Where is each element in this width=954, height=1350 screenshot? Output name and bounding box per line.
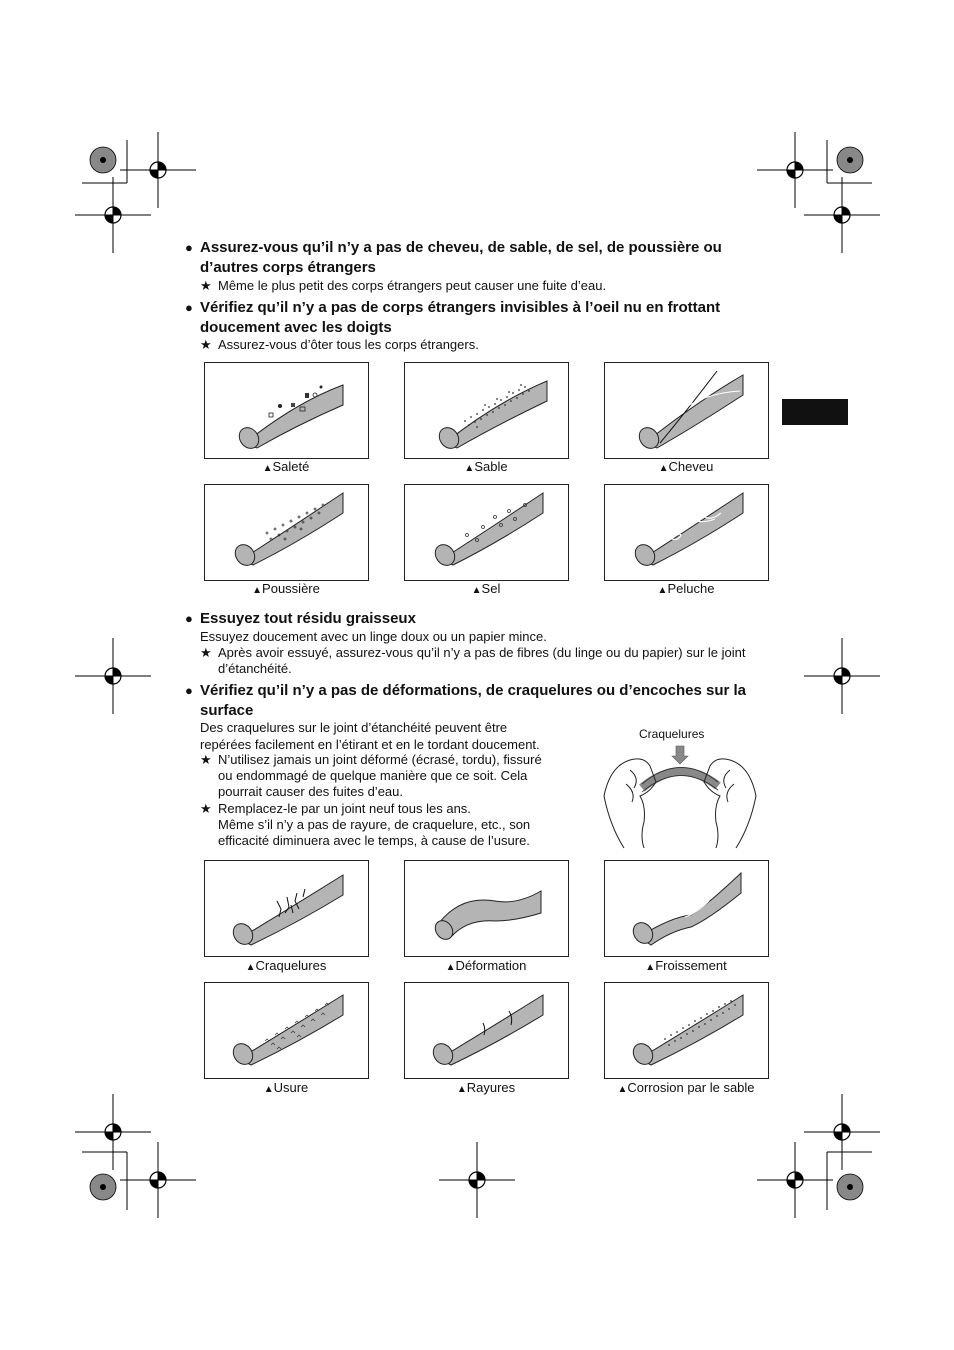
bullet-icon: ● [185,300,193,315]
deformation-text-line2: repérées facilement en l’étirant et en le tordant doucement. [200,737,540,752]
seal-scratches-illustration [405,983,568,1078]
seal-sand-corrosion-illustration [605,983,768,1078]
deformation-text-line1: Des craquelures sur le joint d’étanchéité peuvent être [200,720,508,735]
seal-lint-illustration [605,485,768,580]
panel-froissement [604,860,769,957]
bullet-icon: ● [185,240,193,255]
panel-sable [404,362,569,459]
seal-dirt-illustration [205,363,368,458]
caption-sel: ▲Sel [471,581,501,596]
caption-craquelures: ▲Craquelures [245,958,327,973]
caption-deformation: ▲Déformation [445,958,527,973]
section-heading-grease: ● Essuyez tout résidu graisseux [185,610,416,627]
panel-sel [404,484,569,581]
bullet-icon: ● [185,611,193,626]
bullet-icon: ● [185,683,193,698]
panel-poussiere [204,484,369,581]
seal-hair-illustration [605,363,768,458]
seal-cracks-illustration [205,861,368,956]
star-icon: ★ [200,278,212,293]
caption-cheveu: ▲Cheveu [658,459,714,474]
caption-rayures: ▲Rayures [456,1080,516,1095]
cracks-figure-label: Craquelures [639,727,705,741]
star-icon: ★ [200,801,212,816]
panel-cheveu [604,362,769,459]
star-icon: ★ [200,752,212,767]
note-leak-warning: ★ Même le plus petit des corps étrangers peut causer une fuite d’eau. [200,278,607,293]
seal-dust-illustration [205,485,368,580]
seal-crushed-illustration [605,861,768,956]
panel-rayures [404,982,569,1079]
seal-salt-illustration [405,485,568,580]
star-icon: ★ [200,645,212,660]
section-heading-foreign-bodies: ● Assurez-vous qu’il n’y a pas de cheveu, de sable, de sel, de poussière ou d’autres corps étrangers [185,239,722,276]
section-heading-invisible-bodies: ● Vérifiez qu’il n’y a pas de corps étrangers invisibles à l’oeil nu en frottant doucement avec les doigts [185,299,721,336]
note-remove-bodies: ★ Assurez-vous d’ôter tous les corps étrangers. [200,337,479,352]
note-never-use-deformed: ★ N’utilisez jamais un joint déformé (écrasé, tordu), fissuré ou endommagé de quelque manière que ce soit. Cela pourrait causer des fuites d’eau. [200,752,542,799]
section-heading-deformations: ● Vérifiez qu’il n’y a pas de déformations, de craquelures ou d’encoches sur la surface [185,682,746,719]
panel-peluche [604,484,769,581]
panel-salete [204,362,369,459]
grease-instructions: Essuyez doucement avec un linge doux ou un papier mince. [200,629,547,644]
panel-craquelures [204,860,369,957]
caption-poussiere: ▲Poussière [252,581,320,596]
panel-corrosion [604,982,769,1079]
panel-deformation [404,860,569,957]
seal-deformation-illustration [405,861,568,956]
seal-sand-illustration [405,363,568,458]
caption-peluche: ▲Peluche [657,581,715,596]
seal-wear-illustration [205,983,368,1078]
section-tab-marker [782,399,848,425]
caption-corrosion: ▲Corrosion par le sable [617,1080,755,1095]
caption-froissement: ▲Froissement [645,958,727,973]
caption-usure: ▲Usure [263,1080,309,1095]
note-fibers: ★ Après avoir essuyé, assurez-vous qu’il n’y a pas de fibres (du linge ou du papier) sur le joint d’étanchéité. [200,645,746,676]
note-replace-yearly: ★ Remplacez-le par un joint neuf tous les ans. Même s’il n’y a pas de rayure, de craquelure, etc., son efficacité diminuera avec le temps, à cause de l’usure. [200,801,531,848]
caption-salete: ▲Saleté [262,459,310,474]
panel-usure [204,982,369,1079]
star-icon: ★ [200,337,212,352]
caption-sable: ▲Sable [464,459,508,474]
hands-stretching-seal-illustration [600,726,760,850]
